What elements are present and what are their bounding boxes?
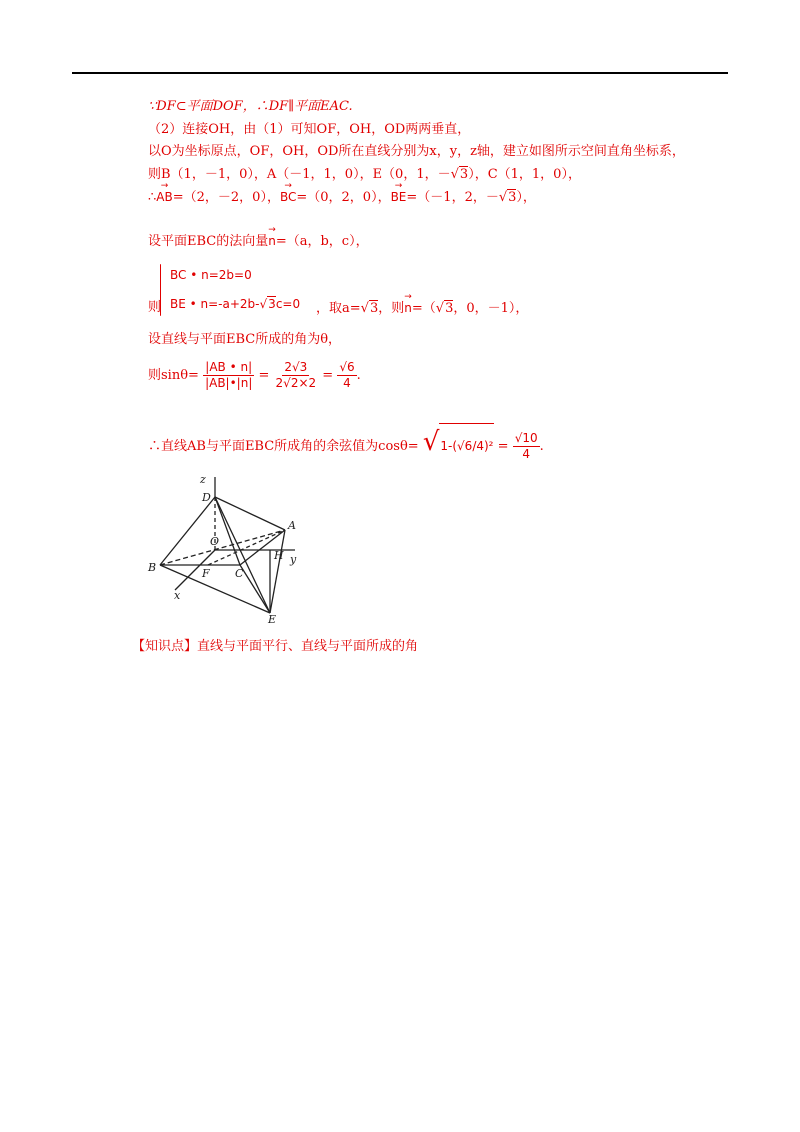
fraction-4 [513,431,540,462]
equals: = [497,439,509,454]
equals: = [258,368,270,383]
edge-ae [270,530,285,613]
fraction-3-den: 4 [343,376,351,390]
vector-be: → BE [391,189,407,205]
fraction-2-num: 2√3 [284,360,308,374]
cos-radicand: 1-(√6/4)² [439,423,493,468]
sin-label: 则sinθ= [148,368,199,383]
text-line-3: 以O为坐标原点，OF，OH，OD所在直线分别为x，y，z轴，建立如图所示空间直角坐标系， [148,144,685,159]
label-e: E [268,613,277,625]
label-o: O [210,535,220,548]
text-line-8: 设直线与平面EBC所成的角为θ， [148,332,342,347]
sqrt-sign: √ [450,167,459,182]
fraction-4-num: √10 [514,431,538,445]
header-rule [72,72,728,74]
edge-de [215,497,270,613]
therefore: ∴ [148,190,157,205]
label-y: y [290,553,297,566]
sqrt-3: 3 [369,301,379,316]
fraction-4-den: 4 [522,447,530,461]
text-line-2: （2）连接OH，由（1）可知OF，OH，OD两两垂直， [148,122,471,137]
vector-be-value: =（－1，2，－ [406,190,499,205]
vector-bc-value: =（0，2，0）， [296,190,391,205]
text-line-5 [148,189,536,206]
normal-vector-value: =（a，b，c）， [275,234,369,249]
knowledge-point [132,635,418,654]
label-c: C [235,567,244,580]
coords-text: 则B（1，－1，0），A（－1，1，0），E（0，1，－ [148,167,451,182]
vector-be-tail: ）， [516,190,536,205]
fraction-1 [203,360,254,391]
geometry-figure [140,465,310,625]
vector-n-tail: ，0，－1）， [453,301,529,316]
label-b: B [148,561,157,574]
take-a-text: ，取a= [316,301,361,316]
text-line-10: ∴直线AB与平面EBC所成角的余弦值为cosθ= √1-(√6/4)² = $\frac{√10}{4}$ . [148,420,544,469]
vector-n-open: =（ [411,301,436,316]
fraction-3-num: √6 [339,360,355,374]
sqrt-3: 3 [445,301,454,316]
equation-2 [170,296,300,311]
edge-bd [160,497,215,565]
label-x: x [174,589,181,602]
fraction-2 [274,360,319,391]
text-line-1: ∵DF⊂平面DOF，∴DF∥平面EAC. [148,99,353,114]
edge-ba [160,530,285,565]
normal-vector-text: 设平面EBC的法向量 [148,234,269,249]
knowledge-point-tag: 【知识点】 [132,639,198,654]
coords-text-tail: ），C（1，1，0）， [468,167,581,182]
label-h: H [274,549,284,562]
fraction-1-den: |AB|•|n| [205,376,253,390]
sqrt-sign: √ [435,301,445,316]
then-text: ，则 [378,301,405,316]
fraction-3 [337,360,356,391]
text-line-4 [148,166,581,183]
sqrt-3: 3 [508,190,517,205]
text-line-6 [148,233,369,250]
text-line-7-prefix: 则 [148,300,162,315]
text-line-7 [316,300,528,317]
knowledge-point-text: 直线与平面平行、直线与平面所成的角 [197,639,419,654]
sqrt-sign: √ [259,297,268,311]
fraction-2-den: 2√2×2 [275,376,317,390]
sqrt-3: 3 [268,297,276,311]
cos-label: ∴直线AB与平面EBC所成角的余弦值为cosθ= [148,439,419,454]
label-f: F [202,567,210,580]
vector-n: → n [268,233,276,249]
sqrt-sign: √ [498,190,508,205]
label-z: z [200,473,206,486]
sqrt-3: 3 [459,167,469,182]
fraction-1-num: |AB • n| [205,360,253,374]
text-line-9: 则sinθ= $\frac{|AB • n|}{|AB|•|n|}$ = $\frac{2√3}{2√2\times 2}$ = $\frac{√6}{4}$ . [148,360,361,390]
vector-n: → n [404,300,412,316]
vector-bc: → BC [280,189,296,205]
label-a: A [288,519,296,532]
equation-2-head: BE • n=-a+2b- [170,297,260,311]
equation-2-tail: c=0 [275,297,301,311]
sqrt-sign: √ [422,427,440,457]
vector-ab-value: =（2，－2，0）， [172,190,280,205]
equation-1: BC • n=2b=0 [170,268,252,282]
equals: = [322,368,334,383]
label-d: D [202,491,211,504]
vector-ab: → AB [156,189,172,205]
sqrt-sign: √ [360,301,369,316]
